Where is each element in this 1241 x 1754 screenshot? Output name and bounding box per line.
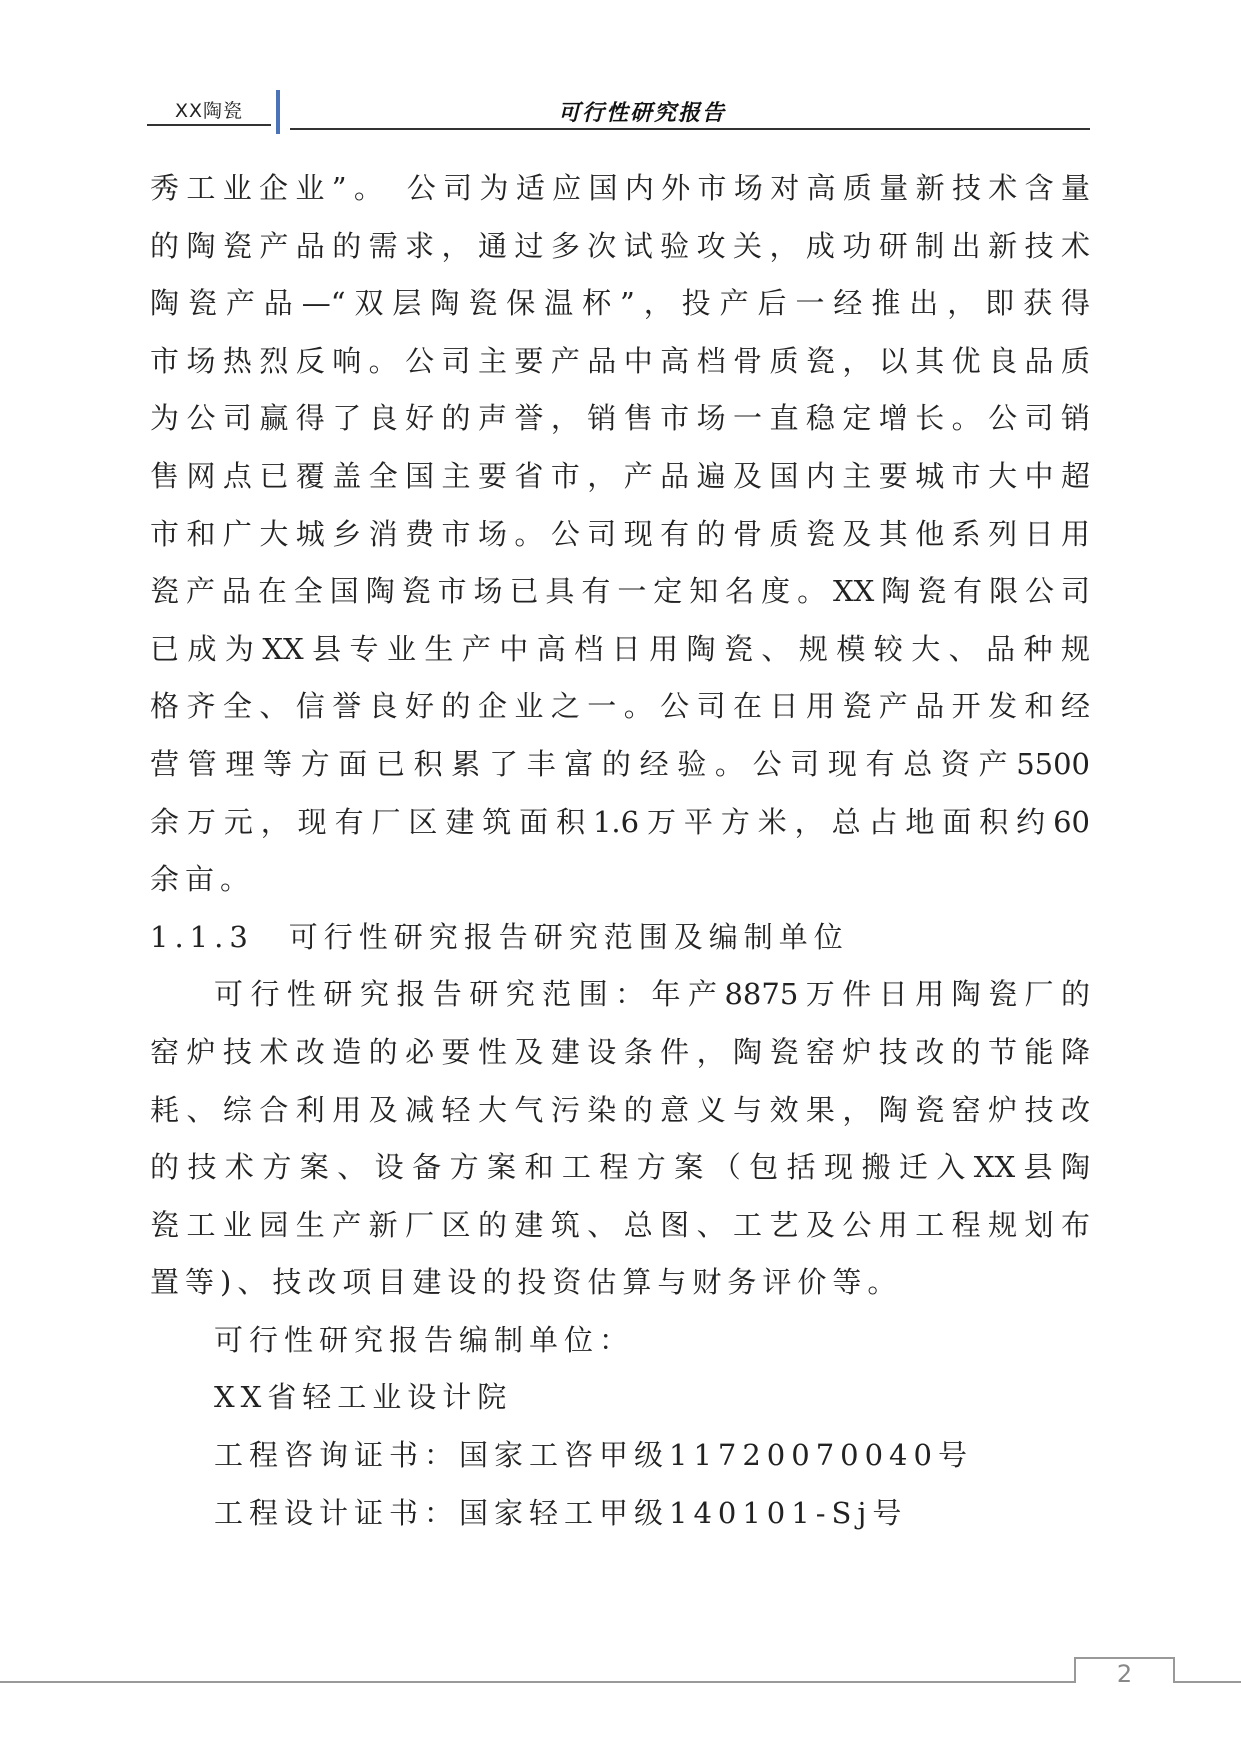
footer-tab-right-edge [1173, 1657, 1175, 1683]
footer-tab-top-edge [1074, 1657, 1175, 1659]
header-accent-bar [276, 90, 280, 134]
header-company-name: XX陶瓷 [174, 100, 244, 122]
body-line: 置等)、技改项目建设的投资估算与财务评价等。 [150, 1265, 903, 1300]
page-number: 2 [1116, 1660, 1133, 1688]
body-line: 可行性研究报告研究范围：年产8875万件日用陶瓷厂的 [214, 977, 1090, 1012]
body-line: 瓷产品在全国陶瓷市场已具有一定知名度。XX陶瓷有限公司 [150, 574, 1090, 609]
body-line: 工程设计证书：国家轻工甲级140101-Sj号 [214, 1495, 908, 1530]
body-line: 陶瓷产品—“双层陶瓷保温杯”，投产后一经推出，即获得 [150, 286, 1090, 321]
section-heading: 1.1.3 可行性研究报告研究范围及编制单位 [150, 919, 849, 954]
body-line: 瓷工业园生产新厂区的建筑、总图、工艺及公用工程规划布 [150, 1207, 1090, 1242]
body-line: 工程咨询证书：国家工咨甲级11720070040号 [214, 1438, 973, 1473]
body-line: 可行性研究报告编制单位： [214, 1322, 635, 1357]
body-line: 市和广大城乡消费市场。公司现有的骨质瓷及其他系列日用 [150, 516, 1090, 551]
body-line: 耗、综合利用及减轻大气污染的意义与效果，陶瓷窑炉技改 [150, 1092, 1090, 1127]
header-company-underline [147, 124, 271, 126]
body-line: 已成为XX县专业生产中高档日用陶瓷、规模较大、品种规 [150, 631, 1090, 666]
body-line: 的技术方案、设备方案和工程方案（包括现搬迁入XX县陶 [150, 1150, 1090, 1185]
footer-rule-left [0, 1681, 1075, 1683]
body-line: 余万元，现有厂区建筑面积1.6万平方米，总占地面积约60 [150, 804, 1090, 839]
body-line: 市场热烈反响。公司主要产品中高档骨质瓷，以其优良品质 [150, 343, 1090, 378]
body-line: 为公司赢得了良好的声誉，销售市场一直稳定增长。公司销 [150, 401, 1090, 436]
document-body [150, 160, 1090, 1542]
body-line: 售网点已覆盖全国主要省市，产品遍及国内主要城市大中超 [150, 458, 1090, 493]
footer-rule-right [1173, 1681, 1241, 1683]
body-line: 窑炉技术改造的必要性及建设条件，陶瓷窑炉技改的节能降 [150, 1034, 1090, 1069]
header-document-title: 可行性研究报告 [558, 101, 727, 126]
body-line: 秀工业企业”。 公司为适应国内外市场对高质量新技术含量 [150, 171, 1090, 205]
body-line: 营管理等方面已积累了丰富的经验。公司现有总资产5500 [150, 746, 1090, 781]
body-line: 余亩。 [150, 862, 256, 897]
header-title-underline [290, 128, 1090, 130]
body-line: 的陶瓷产品的需求，通过多次试验攻关，成功研制出新技术 [150, 228, 1090, 263]
body-line: 格齐全、信誉良好的企业之一。公司在日用瓷产品开发和经 [150, 689, 1090, 724]
body-line: XX省轻工业设计院 [214, 1380, 513, 1415]
